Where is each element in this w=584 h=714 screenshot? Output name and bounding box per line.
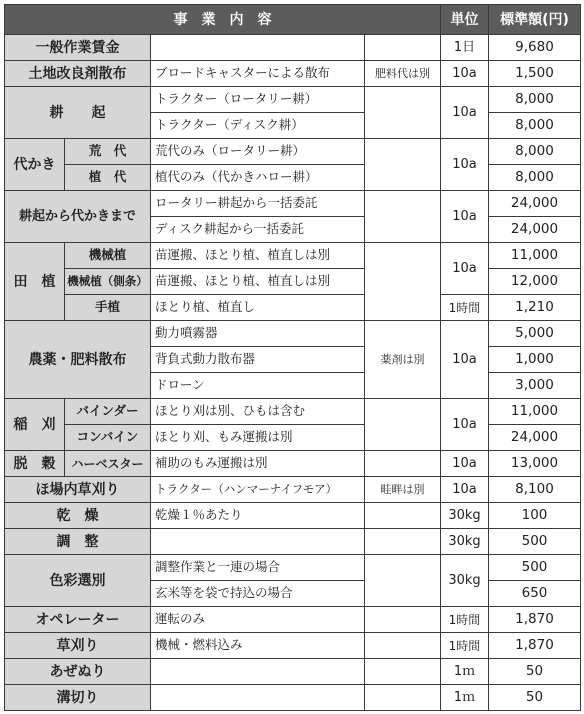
table-row — [5, 321, 581, 347]
row-unit: 10a — [441, 191, 489, 243]
row-description: 機械・燃料込み — [151, 633, 365, 659]
row-unit: 30kg — [441, 555, 489, 607]
row-description: 荒代のみ（ロータリー耕） — [151, 139, 365, 165]
table-row — [5, 659, 581, 685]
row-description: トラクター（ハンマーナイフモア） — [151, 477, 365, 503]
row-price: 24,000 — [489, 191, 581, 217]
row-unit: 10a — [441, 87, 489, 139]
row-category: 土地改良剤散布 — [5, 61, 151, 87]
row-description: ドローン — [151, 373, 365, 399]
table-row — [5, 425, 581, 451]
table-row — [5, 269, 581, 295]
row-note — [365, 451, 441, 477]
row-note — [365, 35, 441, 61]
row-subcategory: 荒 代 — [65, 139, 151, 165]
row-description: 運転のみ — [151, 607, 365, 633]
row-subcategory: ハーベスター — [65, 451, 151, 477]
row-price: 1,500 — [489, 61, 581, 87]
row-description — [151, 685, 365, 711]
row-category: 溝切り — [5, 685, 151, 711]
row-description: 動力噴霧器 — [151, 321, 365, 347]
row-description: トラクター（ディスク耕） — [151, 113, 365, 139]
table-row — [5, 685, 581, 711]
row-description: トラクター（ロータリー耕） — [151, 87, 365, 113]
row-unit: 1ｍ — [441, 685, 489, 711]
row-category: 一般作業賃金 — [5, 35, 151, 61]
row-price: 5,000 — [489, 321, 581, 347]
row-price: 50 — [489, 685, 581, 711]
row-category: 脱 穀 — [5, 451, 65, 477]
row-price: 1,000 — [489, 347, 581, 373]
row-description: 調整作業と一連の場合 — [151, 555, 365, 581]
row-category: 調 整 — [5, 529, 151, 555]
table-row — [5, 477, 581, 503]
table-row — [5, 451, 581, 477]
row-description: ブロードキャスターによる散布 — [151, 61, 365, 87]
row-price: 11,000 — [489, 399, 581, 425]
header-unit: 単位 — [441, 5, 489, 35]
row-unit: 10a — [441, 243, 489, 295]
table-row — [5, 555, 581, 581]
header-content: 事 業 内 容 — [5, 5, 441, 35]
table-row — [5, 87, 581, 113]
row-category: 草刈り — [5, 633, 151, 659]
table-row — [5, 503, 581, 529]
table-row — [5, 165, 581, 191]
row-price: 650 — [489, 581, 581, 607]
row-note — [365, 243, 441, 321]
row-note — [365, 529, 441, 555]
row-price: 500 — [489, 555, 581, 581]
row-price: 100 — [489, 503, 581, 529]
row-category: 代かき — [5, 139, 65, 191]
table-row — [5, 61, 581, 87]
table-row — [5, 607, 581, 633]
row-unit: 30kg — [441, 503, 489, 529]
row-price: 24,000 — [489, 217, 581, 243]
row-price: 9,680 — [489, 35, 581, 61]
row-description — [151, 529, 365, 555]
row-unit: 30kg — [441, 529, 489, 555]
row-note — [365, 87, 441, 139]
row-category: オペレーター — [5, 607, 151, 633]
row-description: 苗運搬、ほとり植、植直しは別 — [151, 269, 365, 295]
row-price: 3,000 — [489, 373, 581, 399]
row-unit: 10a — [441, 477, 489, 503]
row-unit: 1ｍ — [441, 659, 489, 685]
row-category: 農薬・肥料散布 — [5, 321, 151, 399]
row-price: 24,000 — [489, 425, 581, 451]
row-price: 8,000 — [489, 87, 581, 113]
row-description: 補助のもみ運搬は別 — [151, 451, 365, 477]
row-category: あぜぬり — [5, 659, 151, 685]
row-category: 耕起から代かきまで — [5, 191, 151, 243]
row-price: 1,870 — [489, 633, 581, 659]
row-note — [365, 139, 441, 191]
row-unit: 1日 — [441, 35, 489, 61]
row-price: 8,000 — [489, 113, 581, 139]
row-description: ディスク耕起から一括委託 — [151, 217, 365, 243]
row-price: 1,210 — [489, 295, 581, 321]
row-unit: 10a — [441, 399, 489, 451]
row-subcategory: バインダー — [65, 399, 151, 425]
row-note — [365, 555, 441, 607]
row-unit: 10a — [441, 451, 489, 477]
table-row — [5, 243, 581, 269]
row-description: ロータリー耕起から一括委託 — [151, 191, 365, 217]
row-unit: 1時間 — [441, 633, 489, 659]
row-unit: 1時間 — [441, 295, 489, 321]
table-row — [5, 529, 581, 555]
row-price: 8,000 — [489, 139, 581, 165]
row-category: 耕 起 — [5, 87, 151, 139]
row-unit: 10a — [441, 139, 489, 191]
table-row — [5, 399, 581, 425]
row-unit: 1時間 — [441, 607, 489, 633]
row-price: 8,000 — [489, 165, 581, 191]
row-note — [365, 685, 441, 711]
row-note — [365, 633, 441, 659]
row-note: 肥料代は別 — [365, 61, 441, 87]
service-price-table — [4, 4, 581, 711]
row-unit: 10a — [441, 321, 489, 399]
row-description: 植代のみ（代かきハロー耕） — [151, 165, 365, 191]
table-row — [5, 139, 581, 165]
row-description: ほとり植、植直し — [151, 295, 365, 321]
row-price: 1,870 — [489, 607, 581, 633]
row-description: 玄米等を袋で持込の場合 — [151, 581, 365, 607]
row-note — [365, 503, 441, 529]
row-description: 苗運搬、ほとり植、植直しは別 — [151, 243, 365, 269]
row-price: 11,000 — [489, 243, 581, 269]
row-subcategory: コンバイン — [65, 425, 151, 451]
table-header-row — [5, 5, 581, 35]
table-row — [5, 191, 581, 217]
row-category: 乾 燥 — [5, 503, 151, 529]
row-description: 乾燥１％あたり — [151, 503, 365, 529]
row-note: 薬剤は別 — [365, 321, 441, 399]
row-note — [365, 191, 441, 243]
header-price: 標準額(円) — [489, 5, 581, 35]
row-description: 背負式動力散布器 — [151, 347, 365, 373]
row-note — [365, 607, 441, 633]
row-subcategory: 植 代 — [65, 165, 151, 191]
row-subcategory: 機械植 — [65, 243, 151, 269]
row-price: 500 — [489, 529, 581, 555]
row-note: 畦畔は別 — [365, 477, 441, 503]
row-price: 13,000 — [489, 451, 581, 477]
row-subcategory: 手植 — [65, 295, 151, 321]
price-table-container — [4, 4, 581, 711]
row-category: 色彩選別 — [5, 555, 151, 607]
table-row — [5, 35, 581, 61]
row-note — [365, 399, 441, 451]
row-price: 12,000 — [489, 269, 581, 295]
row-note — [365, 659, 441, 685]
row-category: 田 植 — [5, 243, 65, 321]
row-unit: 10a — [441, 61, 489, 87]
table-row — [5, 633, 581, 659]
row-category: ほ場内草刈り — [5, 477, 151, 503]
row-price: 50 — [489, 659, 581, 685]
row-description — [151, 35, 365, 61]
row-price: 8,100 — [489, 477, 581, 503]
row-subcategory: 機械植（側条） — [65, 269, 151, 295]
row-category: 稲 刈 — [5, 399, 65, 451]
row-description: ほとり刈は別、ひもは含む — [151, 399, 365, 425]
table-row — [5, 295, 581, 321]
row-description: ほとり刈、もみ運搬は別 — [151, 425, 365, 451]
row-description — [151, 659, 365, 685]
